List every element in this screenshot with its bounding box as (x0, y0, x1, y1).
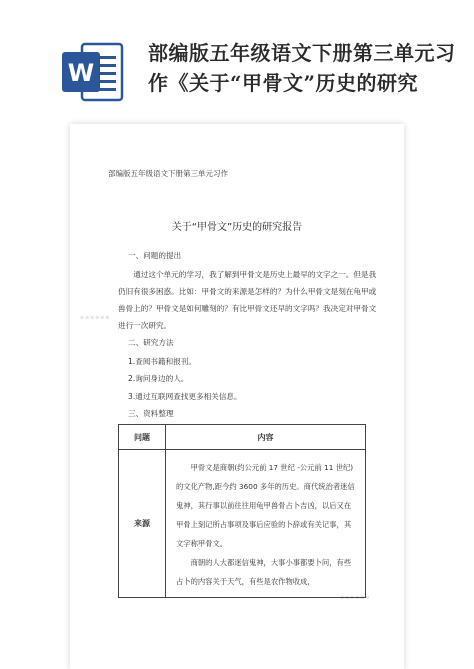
table-header-row (119, 425, 366, 450)
document-page (70, 124, 404, 669)
method-item-1: 1.查阅书籍和报刊。 (128, 357, 196, 366)
document-running-head: 部编版五年级语文下册第三单元习作 (108, 169, 228, 178)
section-heading-1: 一、问题的提出 (128, 251, 182, 260)
method-item-2: 2.询问身边的人。 (128, 374, 189, 383)
section-heading-2: 二、研究方法 (128, 338, 174, 347)
table-header-topic: 问题 (119, 425, 166, 450)
table-header-content: 内容 (166, 425, 366, 450)
document-title: 关于“甲骨文”历史的研究报告 (171, 222, 303, 233)
page-title: 部编版五年级语文下册第三单元习作《关于“甲骨文”历史的研究 (148, 41, 456, 95)
section-heading-3: 三、资料整理 (128, 409, 174, 418)
paragraph-1: 通过这个单元的学习，我了解到甲骨文是历史上最早的文字之一。但是我仍旧有很多困惑。比如：甲骨文的来源是怎样的？为什么甲骨文是刻在龟甲或兽骨上的？甲骨文是如何雕刻的？有比甲骨文还早的文字吗？我决定对甲骨文进行一次研究。 (118, 270, 377, 330)
table-cell-content (166, 450, 366, 598)
method-item-3: 3.通过互联网查找更多相关信息。 (128, 392, 242, 401)
content-paragraph-2: 商朝的人大都迷信鬼神，大事小事都要卜问，有些占卜的内容关于天气，有些是农作物收成， (176, 558, 352, 586)
table-cell-topic: 来源 (119, 450, 166, 598)
content-paragraph-1: 甲骨文是商朝(约公元前 17 世纪 -公元前 11 世纪)的文化产物,距今约 3600 多年的历史。商代统治者迷信鬼神，其行事以前往往用龟甲兽骨占卜吉凶，以后又在甲骨上刻记所占事项及事后应验的卜辞或有关记事，其文字称甲骨文。 (176, 463, 355, 548)
data-table (118, 424, 366, 598)
logo-letter: W (67, 59, 95, 87)
table-row (119, 450, 366, 598)
watermark: ▪▪▪▪▪▪ (340, 594, 371, 601)
header (0, 0, 474, 112)
word-document-icon (62, 42, 124, 102)
watermark: ▪▪▪▪▪▪ (80, 314, 111, 321)
